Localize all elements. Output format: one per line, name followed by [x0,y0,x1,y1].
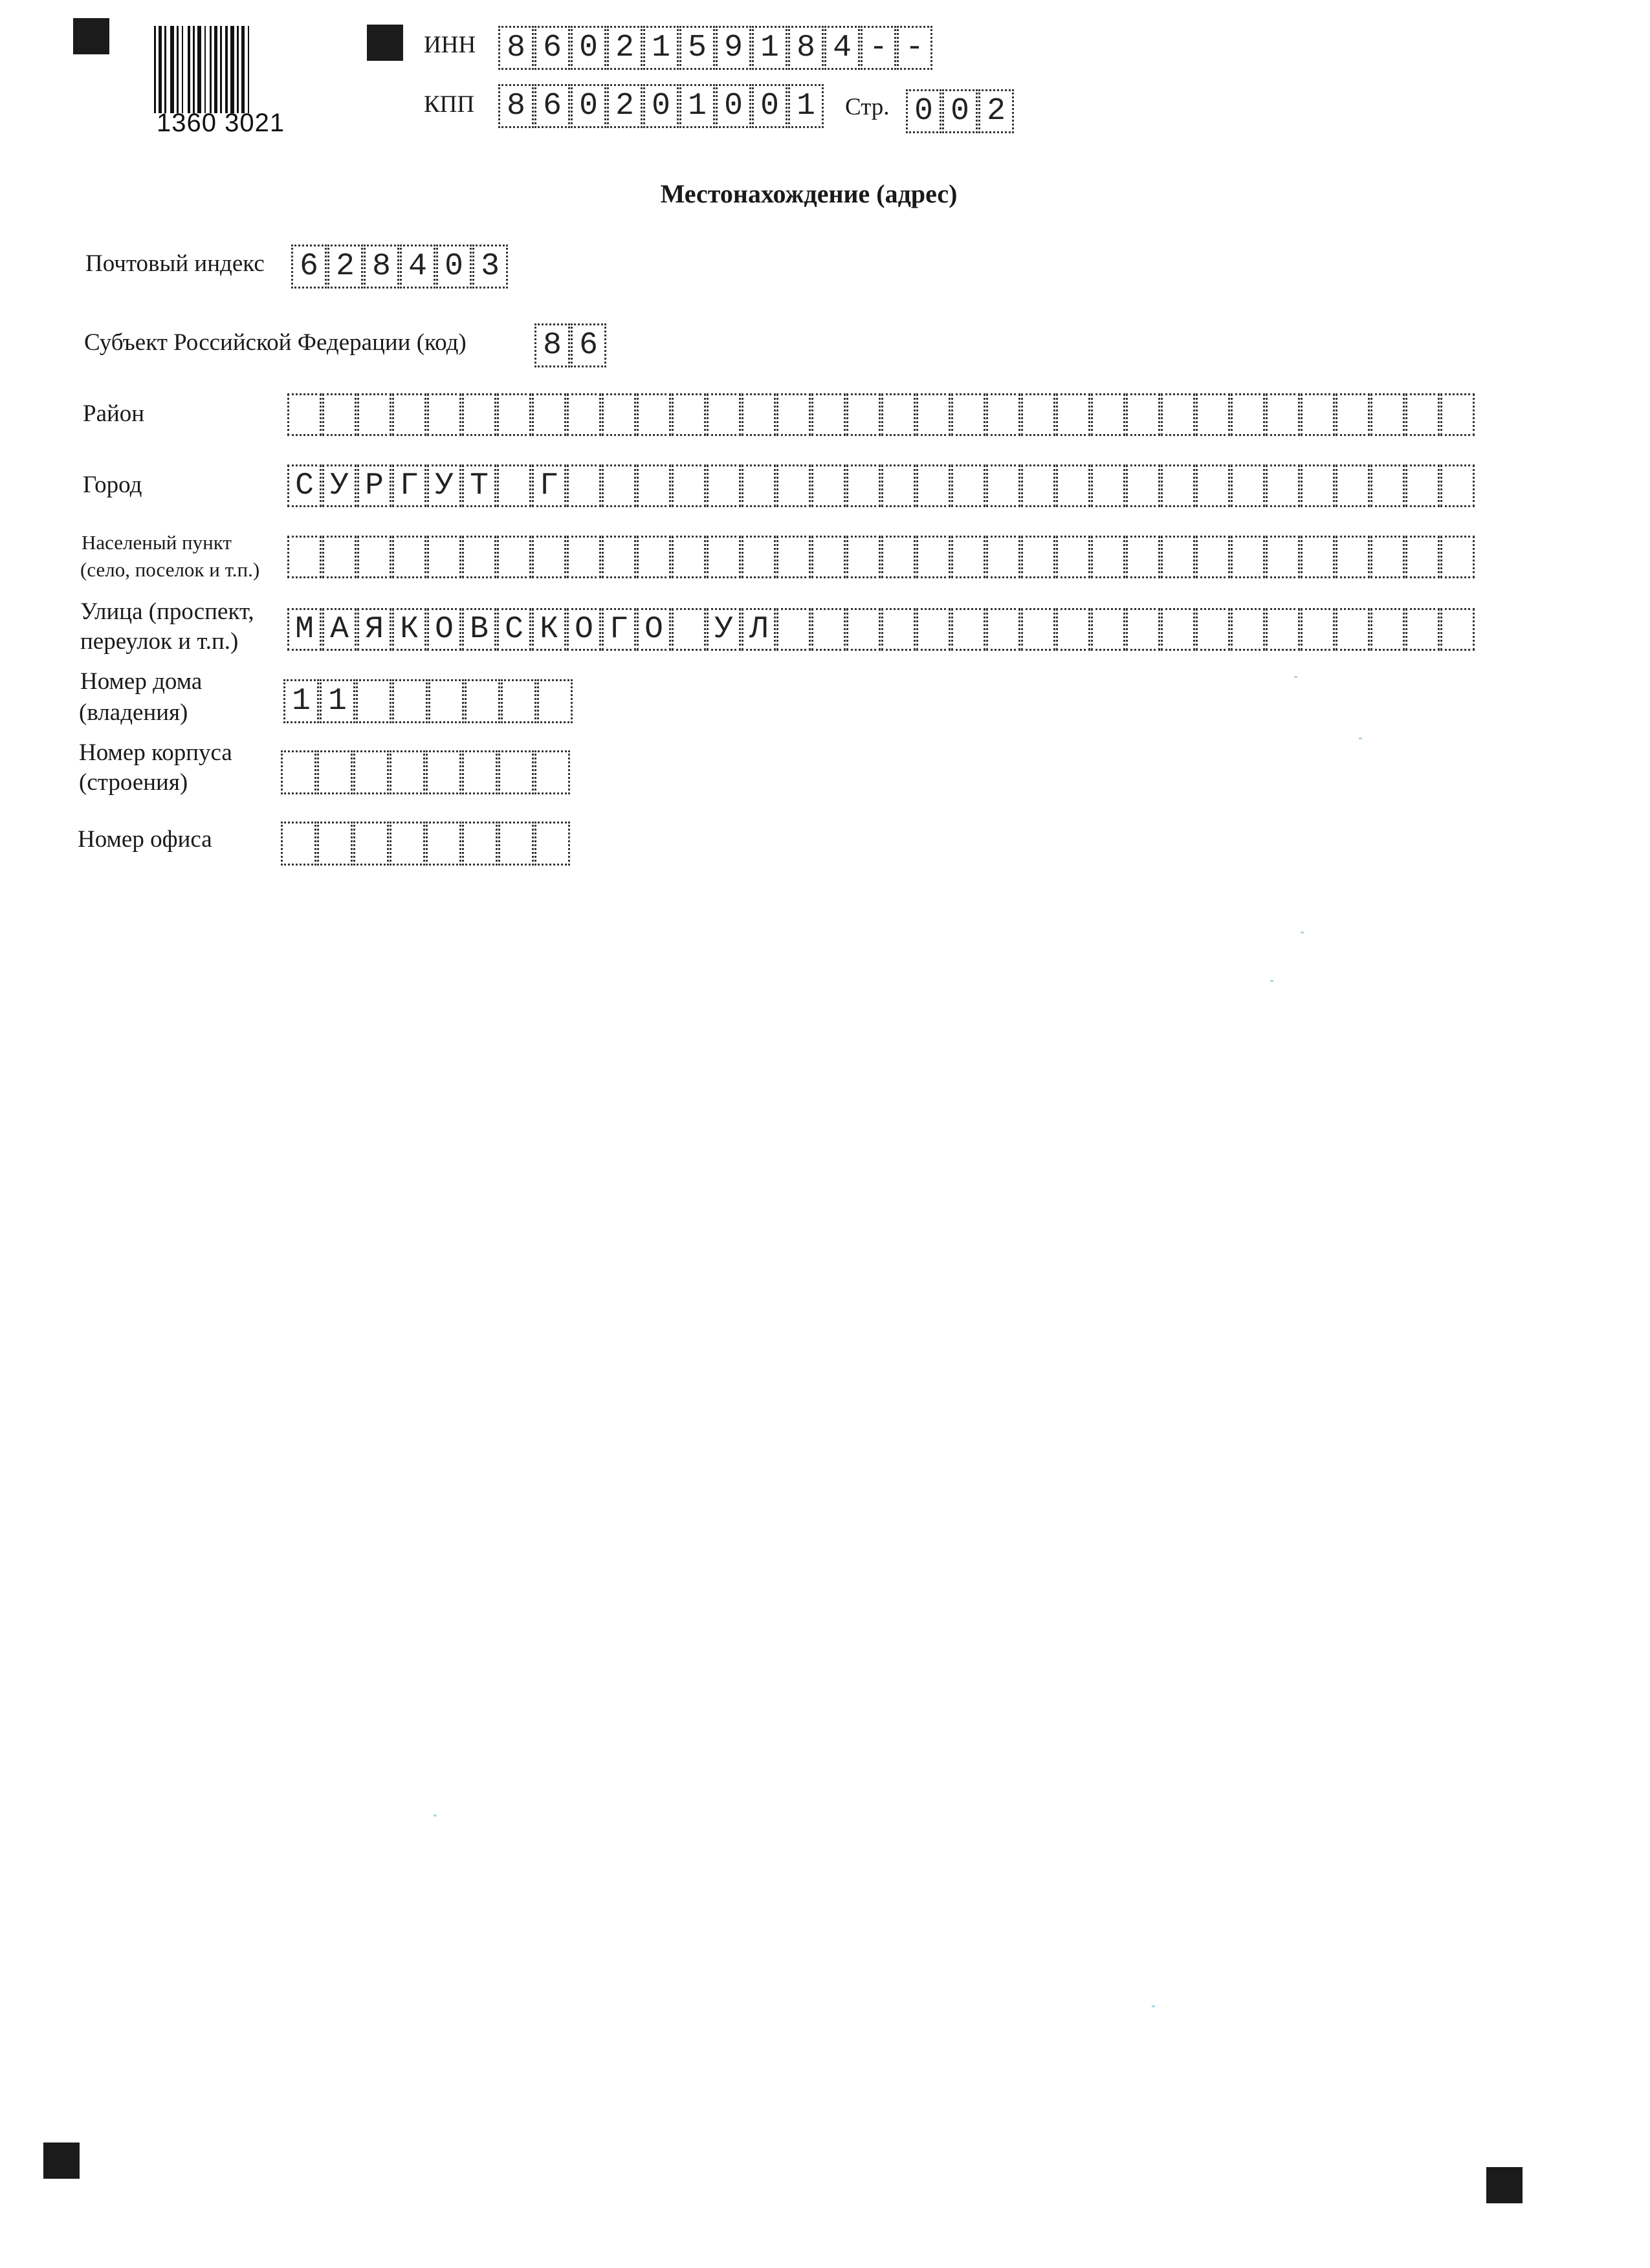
scan-speck [1301,932,1304,933]
char-cell [462,393,496,436]
city-cells [287,464,1475,507]
char-cell [1301,393,1335,436]
char-cell: С [287,464,322,507]
char-cell [811,608,846,651]
char-cell [392,393,426,436]
char-cell [951,464,985,507]
char-cell: С [497,608,531,651]
char-cell: К [532,608,566,651]
char-cell [1126,393,1160,436]
char-cell [1056,393,1090,436]
char-cell [776,536,811,578]
char-cell [986,464,1020,507]
char-cell [672,393,706,436]
settlement-cells [287,536,1475,578]
barcode-bar [164,26,166,113]
char-cell [462,536,496,578]
char-cell [602,393,636,436]
char-cell [776,608,811,651]
char-cell [1370,608,1405,651]
scan-speck [1270,980,1273,982]
char-cell: 1 [643,26,679,70]
char-cell: Г [392,464,426,507]
barcode-bar [159,26,162,113]
char-cell [532,536,566,578]
char-cell [1440,393,1475,436]
char-cell [357,393,391,436]
char-cell [1336,608,1370,651]
char-cell [428,679,464,723]
region-code-label: Субъект Российской Федерации (код) [84,329,467,356]
barcode-bar [225,26,228,113]
char-cell [846,393,881,436]
char-cell [672,464,706,507]
char-cell [1021,464,1055,507]
char-cell: 1 [679,84,715,128]
house-label-line1: Номер дома [80,668,203,695]
char-cell [567,464,601,507]
char-cell [1231,393,1265,436]
char-cell [881,536,916,578]
building-label-line1: Номер корпуса [79,739,232,766]
char-cell [637,464,671,507]
char-cell [1405,393,1440,436]
char-cell: - [897,26,932,70]
char-cell [846,464,881,507]
kpp-label: КПП [424,91,475,118]
char-cell: 0 [643,84,679,128]
settlement-label-line2: (село, поселок и т.п.) [80,558,260,581]
char-cell [497,393,531,436]
inn-cells [498,26,933,70]
char-cell [462,750,498,794]
char-cell [465,679,500,723]
page-cells [906,89,1015,133]
char-cell [1440,536,1475,578]
char-cell [1405,536,1440,578]
street-label-line2: переулок и т.п.) [80,628,239,655]
char-cell: 6 [571,323,606,367]
char-cell [532,393,566,436]
char-cell: О [567,608,601,651]
city-label: Город [83,472,142,498]
char-cell [1091,393,1125,436]
char-cell: 8 [788,26,824,70]
char-cell [1440,608,1475,651]
postal-index-label: Почтовый индекс [85,250,265,277]
char-cell [353,750,389,794]
house-label-line2: (владения) [79,699,188,726]
barcode-bar [220,26,222,113]
char-cell [1091,464,1125,507]
char-cell: 5 [679,26,715,70]
char-cell [497,536,531,578]
office-label: Номер офиса [78,826,212,853]
barcode-bar [237,26,239,113]
char-cell [811,393,846,436]
char-cell [1196,393,1230,436]
district-label: Район [83,400,145,427]
char-cell [281,822,316,866]
char-cell: У [322,464,357,507]
char-cell [916,608,951,651]
char-cell [1161,464,1195,507]
char-cell [881,464,916,507]
char-cell [916,536,951,578]
char-cell: Р [357,464,391,507]
char-cell [1196,608,1230,651]
barcode-bar [248,26,249,113]
char-cell [707,464,741,507]
char-cell [356,679,391,723]
char-cell: 1 [752,26,787,70]
page-label: Стр. [845,94,890,120]
barcode [154,26,322,135]
char-cell [287,536,322,578]
settlement-label-line1: Населеный пункт [82,531,232,554]
char-cell [986,393,1020,436]
char-cell [672,536,706,578]
inn-label: ИНН [424,32,476,58]
char-cell [426,750,461,794]
char-cell [1231,536,1265,578]
char-cell [1266,536,1300,578]
building-label-line2: (строения) [79,769,188,796]
char-cell [534,822,570,866]
house-cells [283,679,573,723]
kpp-cells [498,84,824,128]
char-cell [1336,464,1370,507]
char-cell [462,822,498,866]
char-cell [1301,608,1335,651]
barcode-bar [230,26,234,113]
char-cell [742,536,776,578]
postal-index-cells [291,245,509,289]
char-cell: 2 [607,26,643,70]
char-cell: У [427,464,461,507]
barcode-number: 1360 3021 [157,109,285,137]
char-cell: 0 [571,26,606,70]
char-cell [1021,608,1055,651]
registration-marker-bottom-right [1486,2167,1523,2203]
char-cell [986,536,1020,578]
char-cell [498,822,534,866]
char-cell [1021,536,1055,578]
char-cell [916,464,951,507]
char-cell [534,750,570,794]
char-cell: - [861,26,896,70]
registration-marker-bottom-left [43,2143,80,2179]
barcode-bar [241,26,245,113]
char-cell: 0 [906,89,941,133]
char-cell [1196,536,1230,578]
char-cell [951,608,985,651]
char-cell [427,536,461,578]
char-cell [881,608,916,651]
char-cell [1301,464,1335,507]
scan-speck [1294,676,1297,678]
char-cell: 4 [824,26,860,70]
char-cell [426,822,461,866]
char-cell: Г [532,464,566,507]
char-cell [353,822,389,866]
scan-speck [1152,2005,1155,2007]
char-cell: 0 [752,84,787,128]
char-cell [1056,464,1090,507]
char-cell [776,464,811,507]
char-cell [1336,536,1370,578]
char-cell [287,393,322,436]
char-cell [1266,464,1300,507]
char-cell [567,536,601,578]
char-cell [742,464,776,507]
char-cell [1126,464,1160,507]
char-cell [707,393,741,436]
registration-marker-top-left [73,18,109,54]
char-cell [567,393,601,436]
region-code-cells [534,323,607,367]
barcode-bar [197,26,201,113]
char-cell: К [392,608,426,651]
scan-speck [1359,737,1362,739]
char-cell [1405,464,1440,507]
char-cell [1126,536,1160,578]
char-cell: 6 [291,245,327,289]
char-cell: О [637,608,671,651]
char-cell: 2 [978,89,1014,133]
char-cell [1056,536,1090,578]
barcode-bar [193,26,195,113]
char-cell: 1 [320,679,355,723]
char-cell: 0 [571,84,606,128]
char-cell [1161,393,1195,436]
barcode-bar [204,26,206,113]
district-cells [287,393,1475,436]
char-cell [1056,608,1090,651]
char-cell: 6 [534,26,570,70]
char-cell [1440,464,1475,507]
char-cell [742,393,776,436]
char-cell [427,393,461,436]
char-cell [392,536,426,578]
char-cell [1021,393,1055,436]
char-cell [322,393,357,436]
char-cell [501,679,536,723]
char-cell [1231,464,1265,507]
scan-speck [434,1815,437,1816]
office-cells [281,822,571,866]
char-cell: 0 [716,84,751,128]
char-cell [1370,464,1405,507]
barcode-bar [170,26,174,113]
char-cell [637,536,671,578]
street-label-line1: Улица (проспект, [80,598,254,625]
char-cell: У [707,608,741,651]
char-cell [707,536,741,578]
char-cell [951,536,985,578]
building-cells [281,750,571,794]
char-cell: 0 [942,89,978,133]
char-cell [317,822,353,866]
barcode-bar [154,26,156,113]
barcode-bar [214,26,217,113]
char-cell: Т [462,464,496,507]
char-cell: А [322,608,357,651]
char-cell: 1 [788,84,824,128]
registration-marker-top-middle [367,25,403,61]
char-cell: Я [357,608,391,651]
char-cell [776,393,811,436]
char-cell [811,536,846,578]
char-cell [986,608,1020,651]
char-cell [322,536,357,578]
char-cell: 8 [364,245,399,289]
char-cell [846,608,881,651]
section-title: Местонахождение (адрес) [660,179,958,208]
char-cell [1370,393,1405,436]
char-cell [392,679,428,723]
barcode-bars [154,26,322,113]
char-cell [1091,536,1125,578]
char-cell: 2 [607,84,643,128]
char-cell: 1 [283,679,319,723]
char-cell: 6 [534,84,570,128]
char-cell: О [427,608,461,651]
char-cell [1405,608,1440,651]
char-cell [1161,536,1195,578]
char-cell [497,464,531,507]
char-cell [1266,608,1300,651]
char-cell [317,750,353,794]
char-cell [602,464,636,507]
char-cell [390,750,425,794]
char-cell: В [462,608,496,651]
char-cell: 8 [534,323,570,367]
char-cell [1126,608,1160,651]
char-cell [672,608,706,651]
char-cell: 9 [716,26,751,70]
char-cell [1161,608,1195,651]
barcode-bar [210,26,212,113]
char-cell [1301,536,1335,578]
char-cell: 8 [498,84,534,128]
char-cell [390,822,425,866]
char-cell [846,536,881,578]
char-cell [1231,608,1265,651]
char-cell: 0 [436,245,472,289]
char-cell [281,750,316,794]
char-cell: Г [602,608,636,651]
street-cells [287,608,1475,651]
char-cell [951,393,985,436]
char-cell: 2 [327,245,363,289]
char-cell: 3 [472,245,508,289]
char-cell [498,750,534,794]
char-cell [1370,536,1405,578]
char-cell [916,393,951,436]
char-cell [1196,464,1230,507]
char-cell [881,393,916,436]
char-cell [1091,608,1125,651]
char-cell [602,536,636,578]
char-cell: М [287,608,322,651]
barcode-bar [177,26,179,113]
char-cell [637,393,671,436]
char-cell [357,536,391,578]
char-cell: 4 [400,245,435,289]
char-cell: 8 [498,26,534,70]
char-cell [537,679,573,723]
char-cell: Л [742,608,776,651]
barcode-bar [188,26,190,113]
char-cell [811,464,846,507]
barcode-bar [182,26,183,113]
char-cell [1266,393,1300,436]
char-cell [1336,393,1370,436]
